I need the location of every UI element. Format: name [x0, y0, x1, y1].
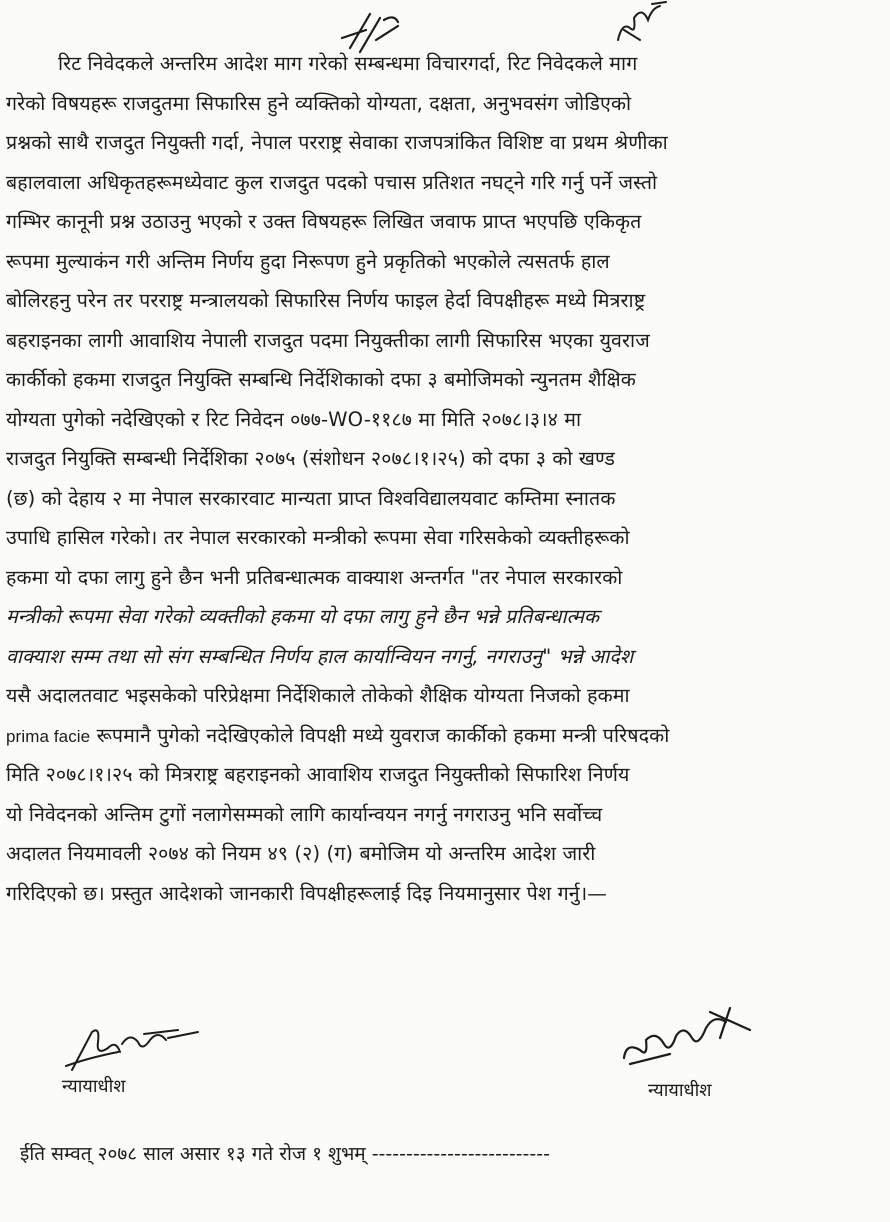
text-line-italic: मन्त्रीको रूपमा सेवा गरेको व्यक्तीको हकमा यो दफा लागु हुने छैन भन्ने प्रतिबन्धात्मक [6, 605, 600, 628]
text-line: गरेको विषयहरू राजदुतमा सिफारिस हुने व्यक्तिको योग्यता, दक्षता, अनुभवसंग जोडिएको [6, 91, 632, 115]
text-line: हकमा यो दफा लागु हुने छैन भनी प्रतिबन्धात्मक वाक्याश अन्तर्गत "तर नेपाल सरकारको [6, 565, 623, 589]
text-line: गरिदिएको छ। प्रस्तुत आदेशको जानकारी विपक्षीहरूलाई दिइ नियमानुसार पेश गर्नु।— [6, 881, 607, 905]
text-line: मिति २०७८।१।२५ को मित्रराष्ट्र बहराइनको आवाशिय राजदुत नियुक्तीको सिफारिश निर्णय [6, 763, 630, 786]
text-line: बहराइनका लागी आवाशिय नेपाली राजदुत पदमा नियुक्तीका लागी सिफारिस भएका युवराज [6, 328, 650, 352]
judge-title-left: न्यायाधीश [62, 1076, 126, 1097]
text-line-with-latin: prima facie रूपमानै पुगेको नदेखिएकोले विपक्षी मध्ये युवराज कार्कीको हकमा मन्त्री परिषदको [6, 723, 670, 747]
text-line: बहालवाला अधिकृतहरूमध्येवाट कुल राजदुत पदको पचास प्रतिशत नघट्ने गरि गर्नु पर्ने जस्तो [6, 170, 658, 194]
text-line: रूपमा मुल्याकंन गरी अन्तिम निर्णय हुदा निरूपण हुने प्रकृतिको भएकोले त्यसतर्फ हाल [6, 249, 610, 273]
text-line-italic: वाक्याश सम्म तथा सो संग सम्बन्धित निर्णय हाल कार्यान्वियन नगर्नु, नगराउनु" भन्ने आदेश [6, 644, 634, 668]
document-footer: ईति सम्वत् २०७८ साल असार १३ गते रोज १ शुभम् -------------------------- [20, 1143, 550, 1165]
text-line: राजदुत नियुक्ति सम्बन्धी निर्देशिका २०७५ (संशोधन २०७८।१।२५) को दफा ३ को खण्ड [6, 447, 616, 470]
judge-signature-right [610, 1002, 760, 1078]
text-line: अदालत नियमावली २०७४ को नियम ४९ (२) (ग) बमोजिम यो अन्तरिम आदेश जारी [6, 842, 596, 865]
latin-phrase: prima facie [6, 726, 91, 746]
text-line: प्रश्नको साथै राजदुत नियुक्ती गर्दा, नेपाल परराष्ट्र सेवाका राजपत्रांकित विशिष्ट वा प्रथम श्रेणीका [6, 131, 668, 154]
text-line: यो निवेदनको अन्तिम टुगों नलागेसम्मको लागि कार्यान्वयन नगर्नु नगराउनु भनि सर्वोच्च [6, 802, 603, 826]
text-line: बोलिरहनु परेन तर परराष्ट्र मन्त्रालयको सिफारिस निर्णय फाइल हेर्दा विपक्षीहरू मध्ये मित्रराष्ट्र [6, 289, 646, 312]
text-line: गम्भिर कानूनी प्रश्न उठाउनु भएको र उक्त विषयहरू लिखित जवाफ प्राप्त भएपछि एकिकृत [6, 210, 642, 233]
text-line: (छ) को देहाय २ मा नेपाल सरकारवाट मान्यता प्राप्त विश्वविद्यालयवाट कम्तिमा स्नातक [6, 486, 616, 510]
judge-signature-left [58, 1022, 208, 1078]
text-line: रिट निवेदकले अन्तरिम आदेश माग गरेको सम्बन्धमा विचारगर्दा, रिट निवेदकले माग [58, 52, 638, 75]
text-line: कार्कीको हकमा राजदुत नियुक्ति सम्बन्धि निर्देशिकाको दफा ३ बमोजिमको न्युनतम शैक्षिक [6, 368, 636, 391]
text-line: उपाधि हासिल गरेको। तर नेपाल सरकारको मन्त्रीको रूपमा सेवा गरिसकेको व्यक्तीहरूको [6, 526, 630, 549]
judge-title-right: न्यायाधीश [648, 1080, 712, 1101]
handwritten-initial-top-right [612, 0, 672, 50]
text-line: योग्यता पुगेको नदेखिएको र रिट निवेदन ०७७-WO-११८७ मा मिति २०७८।३।४ मा [6, 407, 582, 431]
order-body-text [6, 44, 856, 913]
text-line: यसै अदालतवाट भइसकेको परिप्रेक्षमा निर्देशिकाले तोकेको शैक्षिक योग्यता निजको हकमा [6, 684, 630, 707]
